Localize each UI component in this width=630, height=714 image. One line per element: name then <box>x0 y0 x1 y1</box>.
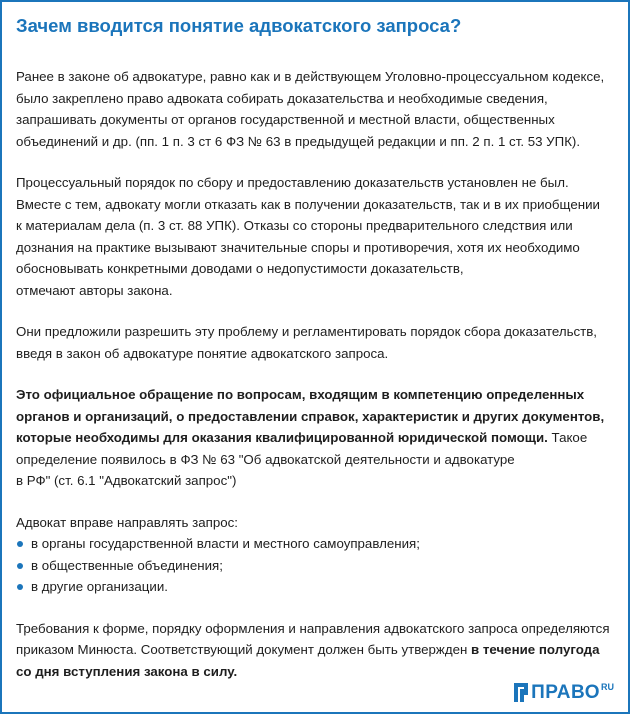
paragraph-2 <box>16 172 614 301</box>
text-line <box>16 406 614 428</box>
paragraph-5 <box>16 618 614 683</box>
text-line <box>16 384 614 406</box>
paragraph-1 <box>16 66 614 152</box>
text-line <box>16 427 614 449</box>
bold-text: органов и организаций, о предоставлении справок, характеристик и других документов, <box>16 408 605 424</box>
text-line: запрашивать документы от органов государственной и местной власти, общественных <box>16 112 555 127</box>
bold-text: в течение полугода <box>471 642 600 657</box>
logo-main-text: ПРАВО <box>531 682 600 703</box>
text-line: Ранее в законе об адвокатуре, равно как и в действующем Уголовно-процессуальном кодексе, <box>16 69 605 84</box>
logo-suffix-text: RU <box>601 682 614 692</box>
pravo-ru-logo <box>514 683 614 702</box>
bold-text: со дня вступления закона в силу. <box>16 663 238 679</box>
text-line: отмечают авторы закона. <box>16 282 173 298</box>
plain-text: Такое <box>547 430 588 445</box>
paragraph-3 <box>16 321 614 364</box>
text-line: Они предложили разрешить эту проблему и регламентировать порядок сбора доказательств, <box>16 324 598 339</box>
recipient-list <box>16 533 614 598</box>
text-line: в РФ" (ст. 6.1 "Адвокатский запрос") <box>16 473 237 488</box>
text-line: было закреплено право адвоката собирать доказательства и необходимые сведения, <box>16 90 548 106</box>
text-line <box>16 639 614 661</box>
bold-text: Это официальное обращение по вопросам, входящим в компетенцию определенных <box>16 387 585 402</box>
text-line: к материалам дела (п. 3 ст. 88 УПК). Отказы со стороны предварительного следствия или <box>16 218 573 233</box>
list-item: в органы государственной власти и местного самоуправления; <box>16 533 614 555</box>
text-line: дознания на практике вызывают значительные споры и противоречия, хотя их необходимо <box>16 239 580 255</box>
bold-text: которые необходимы для оказания квалифицированной юридической помощи. <box>16 430 548 445</box>
text-line: Процессуальный порядок по сбору и предоставлению доказательств установлен не был. <box>16 175 569 190</box>
list-item: в общественные объединения; <box>16 555 614 577</box>
plain-text: приказом Минюста. Соответствующий документ должен быть утвержден <box>16 642 472 657</box>
text-line: обосновывать конкретными доводами о недопустимости доказательств, <box>16 261 464 276</box>
text-line: Требования к форме, порядку оформления и направления адвокатского запроса определяются <box>16 620 610 636</box>
text-line <box>16 661 614 683</box>
list-intro: Адвокат вправе направлять запрос: <box>16 514 238 530</box>
text-line: объединений и др. (пп. 1 п. 3 ст 6 ФЗ № 63 в предыдущей редакции и пп. 2 п. 1 ст. 53 УПК). <box>16 133 581 149</box>
card-title: Зачем вводится понятие адвокатского запроса? <box>16 15 462 36</box>
pravo-logo-icon <box>514 683 528 702</box>
list-item: в другие организации. <box>16 576 614 598</box>
paragraph-4-definition <box>16 384 614 492</box>
text-line: определение появилось в ФЗ № 63 "Об адвокатской деятельности и адвокатуре <box>16 451 515 467</box>
text-line: Вместе с тем, адвокату могли отказать как в получении доказательств, так и в их приобщении <box>16 196 600 212</box>
text-line: введя в закон об адвокатуре понятие адвокатского запроса. <box>16 345 389 361</box>
